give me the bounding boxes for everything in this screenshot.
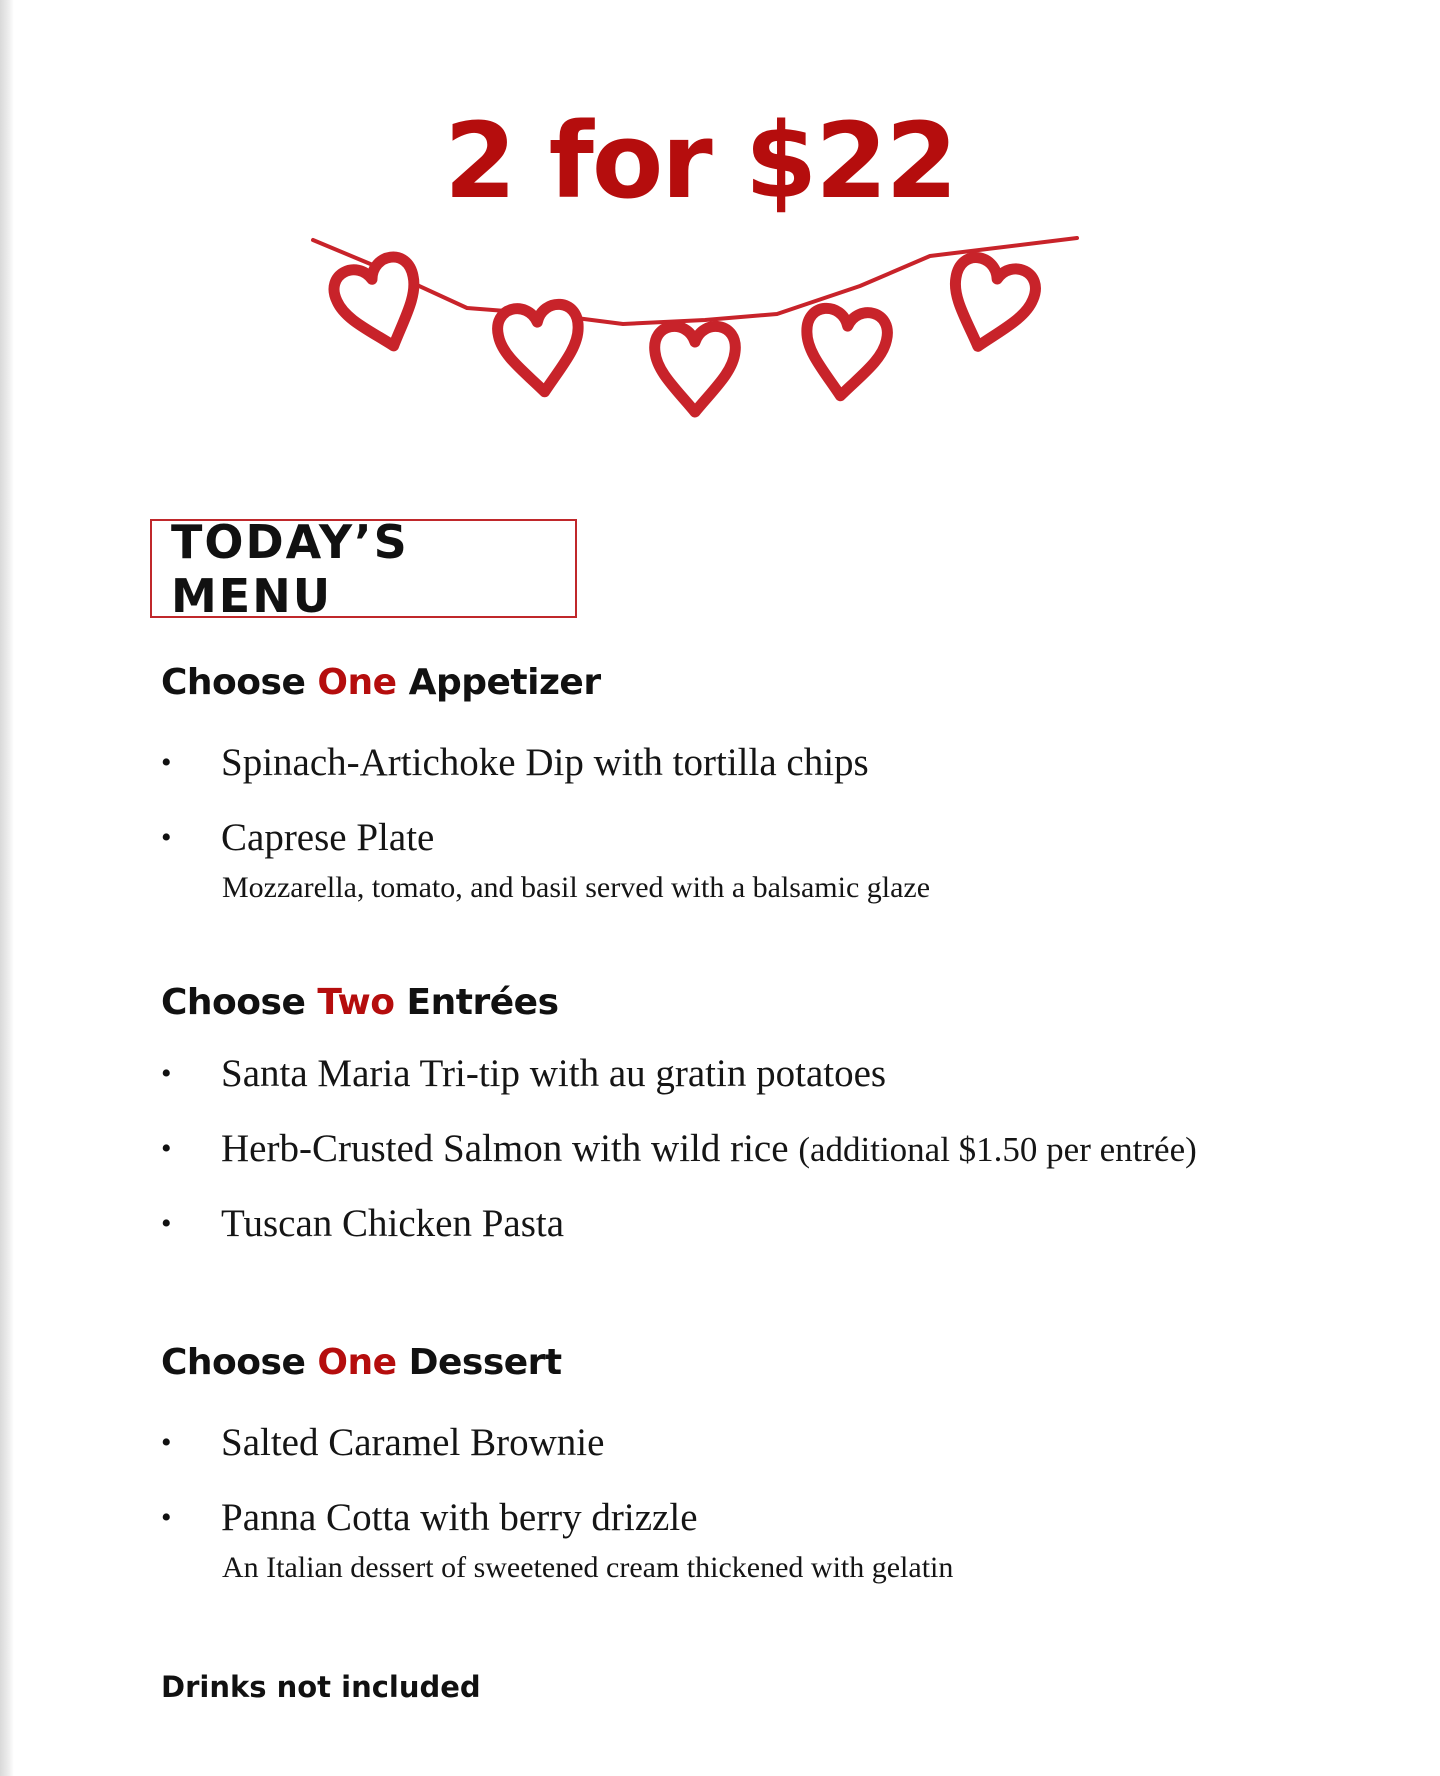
- page-edge-shadow: [0, 0, 14, 1776]
- item-name: Spinach-Artichoke Dip with tortilla chips: [221, 741, 869, 784]
- item-name: Panna Cotta with berry drizzle: [221, 1496, 698, 1539]
- promo-title: 2 for $22: [444, 100, 956, 222]
- section-prefix: Choose: [161, 662, 306, 703]
- section-heading-entrees: [161, 982, 559, 1023]
- section-suffix: Entrées: [406, 982, 559, 1023]
- section-heading-appetizer: [161, 662, 601, 703]
- section-count: One: [317, 1342, 397, 1383]
- section-suffix: Dessert: [408, 1342, 562, 1383]
- item-name: Santa Maria Tri-tip with au gratin potatoes: [221, 1052, 887, 1095]
- item-name: Salted Caramel Brownie: [221, 1421, 605, 1464]
- todays-menu-box: [150, 514, 577, 623]
- menu-heading: TODAY’S MENU: [171, 514, 409, 623]
- bullet-icon: •: [161, 1426, 172, 1459]
- item-description: Mozzarella, tomato, and basil served with a balsamic glaze: [222, 871, 931, 904]
- bullet-icon: •: [161, 1501, 172, 1534]
- section-prefix: Choose: [161, 1342, 306, 1383]
- item-name: Caprese Plate: [221, 816, 435, 859]
- bullet-icon: •: [161, 746, 172, 779]
- footer-note: Drinks not included: [161, 1670, 481, 1704]
- bullet-icon: •: [161, 1057, 172, 1090]
- bullet-icon: •: [161, 821, 172, 854]
- item-name: Tuscan Chicken Pasta: [221, 1202, 565, 1245]
- bullet-icon: •: [161, 1132, 172, 1165]
- item-name: Herb-Crusted Salmon with wild rice: [221, 1127, 789, 1170]
- item-price-note: (additional $1.50 per entrée): [798, 1130, 1197, 1169]
- hearts-garland-icon: [305, 228, 1085, 458]
- section-suffix: Appetizer: [408, 662, 601, 703]
- section-prefix: Choose: [161, 982, 306, 1023]
- bullet-icon: •: [161, 1207, 172, 1240]
- section-count: One: [317, 662, 397, 703]
- section-count: Two: [317, 982, 395, 1023]
- item-description: An Italian dessert of sweetened cream thickened with gelatin: [222, 1551, 954, 1584]
- section-heading-dessert: [161, 1342, 562, 1383]
- item-name-with-note: [221, 1129, 1197, 1170]
